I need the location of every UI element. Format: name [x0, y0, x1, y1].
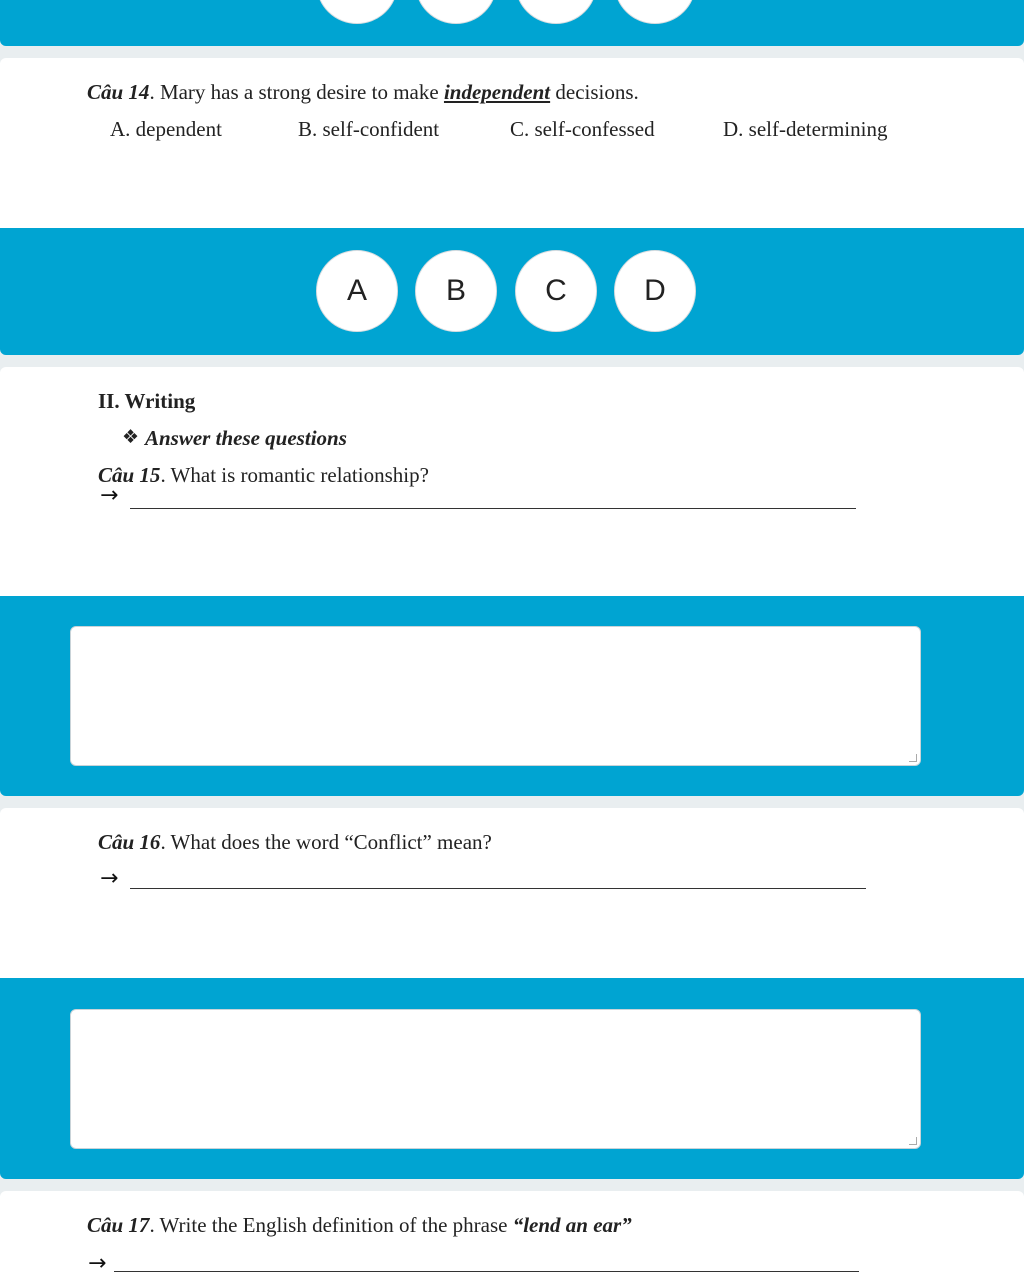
question-15-prompt: . What is romantic relationship?: [160, 463, 429, 487]
answer-blank-line: [114, 1271, 859, 1272]
question-15-answer-band: [0, 596, 1024, 796]
question-15-text: [98, 463, 429, 488]
question-16-number: Câu 16: [98, 830, 161, 854]
top-option-a-button[interactable]: [316, 0, 398, 24]
resize-handle-icon[interactable]: [909, 754, 917, 762]
top-option-c-button[interactable]: [515, 0, 597, 24]
question-15-answer-input[interactable]: [70, 626, 921, 766]
answer-blank-line: [130, 888, 866, 889]
instruction-text: Answer these questions: [145, 426, 347, 450]
question-14-card: [0, 58, 1024, 228]
option-a-button[interactable]: A: [316, 250, 398, 332]
question-16-prompt: . What does the word “Conflict” mean?: [160, 830, 492, 854]
arrow-right-icon: →: [100, 866, 119, 891]
top-option-b-button[interactable]: [415, 0, 497, 24]
question-17-phrase: “lend an ear”: [512, 1213, 632, 1237]
question-16-textarea[interactable]: [71, 1010, 920, 1148]
question-16-card: [0, 808, 1024, 978]
choice-b: B. self-confident: [298, 117, 440, 141]
question-14-number: Câu 14: [87, 80, 150, 104]
question-14-option-band: [0, 228, 1024, 355]
question-14-suffix: decisions.: [550, 80, 639, 104]
arrow-right-icon: →: [100, 483, 119, 508]
question-14-prefix: . Mary has a strong desire to make: [149, 80, 444, 104]
choice-d: D. self-determining: [723, 117, 888, 141]
question-16-text: [98, 830, 492, 855]
choice-c: C. self-confessed: [510, 117, 655, 141]
answer-blank-line: [130, 508, 856, 509]
question-17-text: [87, 1213, 632, 1238]
question-14-text: [87, 80, 639, 105]
question-17-prompt: . Write the English definition of the phrase: [149, 1213, 513, 1237]
question-16-answer-band: [0, 978, 1024, 1179]
top-option-band: [0, 0, 1024, 46]
choice-a: A. dependent: [110, 117, 222, 141]
arrow-right-icon: →: [88, 1251, 107, 1276]
question-14-keyword: independent: [443, 80, 551, 104]
top-option-d-button[interactable]: [614, 0, 696, 24]
option-b-button[interactable]: B: [415, 250, 497, 332]
question-15-textarea[interactable]: [71, 627, 920, 765]
question-15-number: Câu 15: [98, 463, 161, 487]
question-17-number: Câu 17: [87, 1213, 150, 1237]
question-15-card: [0, 367, 1024, 596]
option-d-button[interactable]: D: [614, 250, 696, 332]
question-16-answer-input[interactable]: [70, 1009, 921, 1149]
diamond-bullet-icon: ❖: [122, 426, 140, 448]
question-17-card: [0, 1191, 1024, 1280]
resize-handle-icon[interactable]: [909, 1137, 917, 1145]
section-heading: II. Writing: [98, 389, 196, 413]
option-c-button[interactable]: C: [515, 250, 597, 332]
